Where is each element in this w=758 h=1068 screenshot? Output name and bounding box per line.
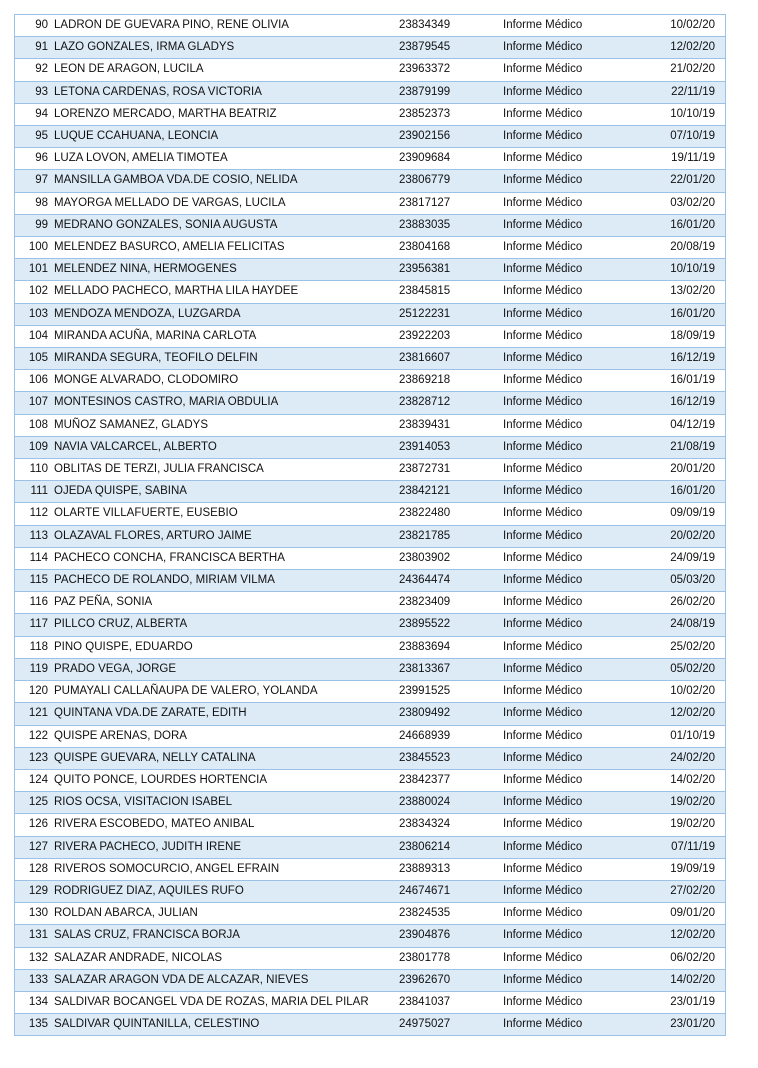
date-cell: 05/03/20 bbox=[639, 570, 726, 592]
date-cell: 12/02/20 bbox=[639, 703, 726, 725]
document-type-cell: Informe Médico bbox=[503, 836, 639, 858]
name-cell: MANSILLA GAMBOA VDA.DE COSIO, NELIDA bbox=[50, 170, 399, 192]
name-cell: RIVERA PACHECO, JUDITH IRENE bbox=[50, 836, 399, 858]
document-type-cell: Informe Médico bbox=[503, 481, 639, 503]
dni-cell: 23879199 bbox=[399, 81, 503, 103]
document-type-cell: Informe Médico bbox=[503, 570, 639, 592]
table-row bbox=[15, 348, 726, 370]
row-number-cell: 111 bbox=[15, 481, 51, 503]
dni-cell: 23880024 bbox=[399, 792, 503, 814]
name-cell: OJEDA QUISPE, SABINA bbox=[50, 481, 399, 503]
date-cell: 21/08/19 bbox=[639, 436, 726, 458]
table-row bbox=[15, 392, 726, 414]
date-cell: 24/09/19 bbox=[639, 547, 726, 569]
table-row bbox=[15, 703, 726, 725]
row-number-cell: 134 bbox=[15, 991, 51, 1013]
document-type-cell: Informe Médico bbox=[503, 170, 639, 192]
dni-cell: 23809492 bbox=[399, 703, 503, 725]
dni-cell: 23823409 bbox=[399, 592, 503, 614]
document-type-cell: Informe Médico bbox=[503, 814, 639, 836]
name-cell: MELLADO PACHECO, MARTHA LILA HAYDEE bbox=[50, 281, 399, 303]
row-number-cell: 119 bbox=[15, 658, 51, 680]
table-row bbox=[15, 725, 726, 747]
table-row bbox=[15, 436, 726, 458]
dni-cell: 23806214 bbox=[399, 836, 503, 858]
table-row bbox=[15, 503, 726, 525]
dni-cell: 23821785 bbox=[399, 525, 503, 547]
dni-cell: 24674671 bbox=[399, 880, 503, 902]
document-type-cell: Informe Médico bbox=[503, 614, 639, 636]
name-cell: LADRON DE GUEVARA PINO, RENE OLIVIA bbox=[50, 15, 399, 37]
dni-cell: 23895522 bbox=[399, 614, 503, 636]
row-number-cell: 104 bbox=[15, 325, 51, 347]
name-cell: MIRANDA ACUÑA, MARINA CARLOTA bbox=[50, 325, 399, 347]
name-cell: MIRANDA SEGURA, TEOFILO DELFIN bbox=[50, 348, 399, 370]
row-number-cell: 110 bbox=[15, 459, 51, 481]
document-type-cell: Informe Médico bbox=[503, 1014, 639, 1036]
dni-cell: 23963372 bbox=[399, 59, 503, 81]
row-number-cell: 125 bbox=[15, 792, 51, 814]
date-cell: 14/02/20 bbox=[639, 769, 726, 791]
name-cell: NAVIA VALCARCEL, ALBERTO bbox=[50, 436, 399, 458]
table-row bbox=[15, 1014, 726, 1036]
date-cell: 20/01/20 bbox=[639, 459, 726, 481]
row-number-cell: 124 bbox=[15, 769, 51, 791]
document-type-cell: Informe Médico bbox=[503, 947, 639, 969]
dni-cell: 23889313 bbox=[399, 858, 503, 880]
dni-cell: 23834324 bbox=[399, 814, 503, 836]
date-cell: 16/12/19 bbox=[639, 348, 726, 370]
row-number-cell: 121 bbox=[15, 703, 51, 725]
name-cell: LORENZO MERCADO, MARTHA BEATRIZ bbox=[50, 103, 399, 125]
date-cell: 20/02/20 bbox=[639, 525, 726, 547]
dni-cell: 23883694 bbox=[399, 636, 503, 658]
document-type-cell: Informe Médico bbox=[503, 858, 639, 880]
date-cell: 07/10/19 bbox=[639, 126, 726, 148]
row-number-cell: 118 bbox=[15, 636, 51, 658]
date-cell: 01/10/19 bbox=[639, 725, 726, 747]
records-table bbox=[14, 14, 726, 1036]
dni-cell: 23869218 bbox=[399, 370, 503, 392]
name-cell: OLARTE VILLAFUERTE, EUSEBIO bbox=[50, 503, 399, 525]
date-cell: 16/01/20 bbox=[639, 214, 726, 236]
name-cell: LUQUE CCAHUANA, LEONCIA bbox=[50, 126, 399, 148]
dni-cell: 23828712 bbox=[399, 392, 503, 414]
dni-cell: 23842121 bbox=[399, 481, 503, 503]
document-type-cell: Informe Médico bbox=[503, 436, 639, 458]
row-number-cell: 98 bbox=[15, 192, 51, 214]
name-cell: MENDOZA MENDOZA, LUZGARDA bbox=[50, 303, 399, 325]
dni-cell: 23804168 bbox=[399, 237, 503, 259]
table-row bbox=[15, 991, 726, 1013]
table-row bbox=[15, 880, 726, 902]
row-number-cell: 133 bbox=[15, 969, 51, 991]
row-number-cell: 122 bbox=[15, 725, 51, 747]
row-number-cell: 102 bbox=[15, 281, 51, 303]
date-cell: 13/02/20 bbox=[639, 281, 726, 303]
table-row bbox=[15, 192, 726, 214]
table-row bbox=[15, 59, 726, 81]
records-sheet bbox=[14, 14, 714, 1036]
dni-cell: 23991525 bbox=[399, 681, 503, 703]
row-number-cell: 97 bbox=[15, 170, 51, 192]
date-cell: 24/08/19 bbox=[639, 614, 726, 636]
dni-cell: 23841037 bbox=[399, 991, 503, 1013]
row-number-cell: 114 bbox=[15, 547, 51, 569]
row-number-cell: 99 bbox=[15, 214, 51, 236]
name-cell: QUISPE ARENAS, DORA bbox=[50, 725, 399, 747]
document-type-cell: Informe Médico bbox=[503, 525, 639, 547]
date-cell: 22/11/19 bbox=[639, 81, 726, 103]
date-cell: 07/11/19 bbox=[639, 836, 726, 858]
name-cell: RIVEROS SOMOCURCIO, ANGEL EFRAIN bbox=[50, 858, 399, 880]
table-row bbox=[15, 570, 726, 592]
dni-cell: 23852373 bbox=[399, 103, 503, 125]
date-cell: 21/02/20 bbox=[639, 59, 726, 81]
row-number-cell: 91 bbox=[15, 37, 51, 59]
document-type-cell: Informe Médico bbox=[503, 148, 639, 170]
date-cell: 03/02/20 bbox=[639, 192, 726, 214]
document-type-cell: Informe Médico bbox=[503, 414, 639, 436]
document-type-cell: Informe Médico bbox=[503, 703, 639, 725]
date-cell: 16/12/19 bbox=[639, 392, 726, 414]
date-cell: 04/12/19 bbox=[639, 414, 726, 436]
name-cell: LAZO GONZALES, IRMA GLADYS bbox=[50, 37, 399, 59]
document-type-cell: Informe Médico bbox=[503, 969, 639, 991]
name-cell: PACHECO DE ROLANDO, MIRIAM VILMA bbox=[50, 570, 399, 592]
dni-cell: 23883035 bbox=[399, 214, 503, 236]
dni-cell: 23822480 bbox=[399, 503, 503, 525]
table-row bbox=[15, 947, 726, 969]
table-row bbox=[15, 15, 726, 37]
dni-cell: 23909684 bbox=[399, 148, 503, 170]
name-cell: MELENDEZ NINA, HERMOGENES bbox=[50, 259, 399, 281]
row-number-cell: 123 bbox=[15, 747, 51, 769]
row-number-cell: 115 bbox=[15, 570, 51, 592]
table-row bbox=[15, 836, 726, 858]
dni-cell: 25122231 bbox=[399, 303, 503, 325]
date-cell: 10/02/20 bbox=[639, 681, 726, 703]
document-type-cell: Informe Médico bbox=[503, 348, 639, 370]
row-number-cell: 131 bbox=[15, 925, 51, 947]
row-number-cell: 128 bbox=[15, 858, 51, 880]
date-cell: 16/01/19 bbox=[639, 370, 726, 392]
name-cell: SALDIVAR BOCANGEL VDA DE ROZAS, MARIA DEL PILAR bbox=[50, 991, 399, 1013]
document-type-cell: Informe Médico bbox=[503, 503, 639, 525]
document-type-cell: Informe Médico bbox=[503, 370, 639, 392]
document-type-cell: Informe Médico bbox=[503, 126, 639, 148]
table-row bbox=[15, 592, 726, 614]
date-cell: 19/02/20 bbox=[639, 792, 726, 814]
row-number-cell: 132 bbox=[15, 947, 51, 969]
table-row bbox=[15, 636, 726, 658]
table-row bbox=[15, 903, 726, 925]
dni-cell: 23872731 bbox=[399, 459, 503, 481]
table-row bbox=[15, 858, 726, 880]
date-cell: 06/02/20 bbox=[639, 947, 726, 969]
table-row bbox=[15, 126, 726, 148]
row-number-cell: 96 bbox=[15, 148, 51, 170]
dni-cell: 23962670 bbox=[399, 969, 503, 991]
table-row bbox=[15, 814, 726, 836]
document-type-cell: Informe Médico bbox=[503, 792, 639, 814]
name-cell: SALAZAR ARAGON VDA DE ALCAZAR, NIEVES bbox=[50, 969, 399, 991]
row-number-cell: 130 bbox=[15, 903, 51, 925]
document-type-cell: Informe Médico bbox=[503, 325, 639, 347]
date-cell: 19/11/19 bbox=[639, 148, 726, 170]
row-number-cell: 101 bbox=[15, 259, 51, 281]
dni-cell: 23956381 bbox=[399, 259, 503, 281]
document-type-cell: Informe Médico bbox=[503, 636, 639, 658]
row-number-cell: 113 bbox=[15, 525, 51, 547]
dni-cell: 24364474 bbox=[399, 570, 503, 592]
name-cell: QUISPE GUEVARA, NELLY CATALINA bbox=[50, 747, 399, 769]
table-row bbox=[15, 37, 726, 59]
document-type-cell: Informe Médico bbox=[503, 658, 639, 680]
document-type-cell: Informe Médico bbox=[503, 37, 639, 59]
name-cell: RIOS OCSA, VISITACION ISABEL bbox=[50, 792, 399, 814]
dni-cell: 23824535 bbox=[399, 903, 503, 925]
dni-cell: 23902156 bbox=[399, 126, 503, 148]
dni-cell: 23817127 bbox=[399, 192, 503, 214]
name-cell: PUMAYALI CALLAÑAUPA DE VALERO, YOLANDA bbox=[50, 681, 399, 703]
row-number-cell: 126 bbox=[15, 814, 51, 836]
name-cell: MONGE ALVARADO, CLODOMIRO bbox=[50, 370, 399, 392]
table-row bbox=[15, 792, 726, 814]
date-cell: 14/02/20 bbox=[639, 969, 726, 991]
dni-cell: 23845815 bbox=[399, 281, 503, 303]
document-type-cell: Informe Médico bbox=[503, 547, 639, 569]
date-cell: 16/01/20 bbox=[639, 303, 726, 325]
table-row bbox=[15, 925, 726, 947]
table-row bbox=[15, 148, 726, 170]
table-row bbox=[15, 769, 726, 791]
row-number-cell: 106 bbox=[15, 370, 51, 392]
document-type-cell: Informe Médico bbox=[503, 903, 639, 925]
name-cell: QUINTANA VDA.DE ZARATE, EDITH bbox=[50, 703, 399, 725]
row-number-cell: 127 bbox=[15, 836, 51, 858]
table-row bbox=[15, 259, 726, 281]
name-cell: SALAS CRUZ, FRANCISCA BORJA bbox=[50, 925, 399, 947]
row-number-cell: 108 bbox=[15, 414, 51, 436]
document-type-cell: Informe Médico bbox=[503, 303, 639, 325]
document-type-cell: Informe Médico bbox=[503, 259, 639, 281]
table-row bbox=[15, 969, 726, 991]
table-row bbox=[15, 481, 726, 503]
table-row bbox=[15, 170, 726, 192]
date-cell: 25/02/20 bbox=[639, 636, 726, 658]
name-cell: MONTESINOS CASTRO, MARIA OBDULIA bbox=[50, 392, 399, 414]
row-number-cell: 94 bbox=[15, 103, 51, 125]
table-row bbox=[15, 459, 726, 481]
table-row bbox=[15, 414, 726, 436]
table-row bbox=[15, 214, 726, 236]
dni-cell: 23922203 bbox=[399, 325, 503, 347]
date-cell: 26/02/20 bbox=[639, 592, 726, 614]
row-number-cell: 92 bbox=[15, 59, 51, 81]
date-cell: 24/02/20 bbox=[639, 747, 726, 769]
document-type-cell: Informe Médico bbox=[503, 459, 639, 481]
table-row bbox=[15, 281, 726, 303]
name-cell: RODRIGUEZ DIAZ, AQUILES RUFO bbox=[50, 880, 399, 902]
table-row bbox=[15, 81, 726, 103]
document-type-cell: Informe Médico bbox=[503, 214, 639, 236]
name-cell: PINO QUISPE, EDUARDO bbox=[50, 636, 399, 658]
document-type-cell: Informe Médico bbox=[503, 237, 639, 259]
document-type-cell: Informe Médico bbox=[503, 103, 639, 125]
date-cell: 18/09/19 bbox=[639, 325, 726, 347]
name-cell: QUITO PONCE, LOURDES HORTENCIA bbox=[50, 769, 399, 791]
row-number-cell: 105 bbox=[15, 348, 51, 370]
date-cell: 19/02/20 bbox=[639, 814, 726, 836]
dni-cell: 23834349 bbox=[399, 15, 503, 37]
date-cell: 20/08/19 bbox=[639, 237, 726, 259]
dni-cell: 24668939 bbox=[399, 725, 503, 747]
dni-cell: 23904876 bbox=[399, 925, 503, 947]
name-cell: RIVERA ESCOBEDO, MATEO ANIBAL bbox=[50, 814, 399, 836]
name-cell: OLAZAVAL FLORES, ARTURO JAIME bbox=[50, 525, 399, 547]
date-cell: 10/10/19 bbox=[639, 259, 726, 281]
document-type-cell: Informe Médico bbox=[503, 769, 639, 791]
document-type-cell: Informe Médico bbox=[503, 725, 639, 747]
dni-cell: 23813367 bbox=[399, 658, 503, 680]
row-number-cell: 103 bbox=[15, 303, 51, 325]
name-cell: SALDIVAR QUINTANILLA, CELESTINO bbox=[50, 1014, 399, 1036]
name-cell: PRADO VEGA, JORGE bbox=[50, 658, 399, 680]
name-cell: PACHECO CONCHA, FRANCISCA BERTHA bbox=[50, 547, 399, 569]
name-cell: MELENDEZ BASURCO, AMELIA FELICITAS bbox=[50, 237, 399, 259]
date-cell: 10/10/19 bbox=[639, 103, 726, 125]
name-cell: MUÑOZ SAMANEZ, GLADYS bbox=[50, 414, 399, 436]
date-cell: 10/02/20 bbox=[639, 15, 726, 37]
row-number-cell: 95 bbox=[15, 126, 51, 148]
document-type-cell: Informe Médico bbox=[503, 281, 639, 303]
row-number-cell: 107 bbox=[15, 392, 51, 414]
document-type-cell: Informe Médico bbox=[503, 15, 639, 37]
date-cell: 19/09/19 bbox=[639, 858, 726, 880]
document-type-cell: Informe Médico bbox=[503, 747, 639, 769]
dni-cell: 23845523 bbox=[399, 747, 503, 769]
date-cell: 12/02/20 bbox=[639, 925, 726, 947]
table-row bbox=[15, 614, 726, 636]
dni-cell: 23801778 bbox=[399, 947, 503, 969]
row-number-cell: 93 bbox=[15, 81, 51, 103]
row-number-cell: 116 bbox=[15, 592, 51, 614]
table-row bbox=[15, 747, 726, 769]
dni-cell: 23879545 bbox=[399, 37, 503, 59]
name-cell: ROLDAN ABARCA, JULIAN bbox=[50, 903, 399, 925]
document-type-cell: Informe Médico bbox=[503, 991, 639, 1013]
document-type-cell: Informe Médico bbox=[503, 59, 639, 81]
row-number-cell: 100 bbox=[15, 237, 51, 259]
date-cell: 23/01/19 bbox=[639, 991, 726, 1013]
table-row bbox=[15, 325, 726, 347]
row-number-cell: 120 bbox=[15, 681, 51, 703]
name-cell: MAYORGA MELLADO DE VARGAS, LUCILA bbox=[50, 192, 399, 214]
name-cell: LEON DE ARAGON, LUCILA bbox=[50, 59, 399, 81]
dni-cell: 23803902 bbox=[399, 547, 503, 569]
table-row bbox=[15, 681, 726, 703]
date-cell: 09/09/19 bbox=[639, 503, 726, 525]
document-type-cell: Informe Médico bbox=[503, 192, 639, 214]
date-cell: 12/02/20 bbox=[639, 37, 726, 59]
dni-cell: 24975027 bbox=[399, 1014, 503, 1036]
table-row bbox=[15, 103, 726, 125]
table-row bbox=[15, 658, 726, 680]
document-type-cell: Informe Médico bbox=[503, 925, 639, 947]
name-cell: PAZ PEÑA, SONIA bbox=[50, 592, 399, 614]
document-type-cell: Informe Médico bbox=[503, 880, 639, 902]
dni-cell: 23816607 bbox=[399, 348, 503, 370]
row-number-cell: 112 bbox=[15, 503, 51, 525]
dni-cell: 23842377 bbox=[399, 769, 503, 791]
row-number-cell: 135 bbox=[15, 1014, 51, 1036]
date-cell: 09/01/20 bbox=[639, 903, 726, 925]
dni-cell: 23839431 bbox=[399, 414, 503, 436]
date-cell: 16/01/20 bbox=[639, 481, 726, 503]
name-cell: SALAZAR ANDRADE, NICOLAS bbox=[50, 947, 399, 969]
document-type-cell: Informe Médico bbox=[503, 592, 639, 614]
date-cell: 22/01/20 bbox=[639, 170, 726, 192]
table-row bbox=[15, 547, 726, 569]
dni-cell: 23806779 bbox=[399, 170, 503, 192]
row-number-cell: 90 bbox=[15, 15, 51, 37]
name-cell: MEDRANO GONZALES, SONIA AUGUSTA bbox=[50, 214, 399, 236]
table-row bbox=[15, 370, 726, 392]
dni-cell: 23914053 bbox=[399, 436, 503, 458]
records-table-body bbox=[15, 15, 726, 1036]
name-cell: LETONA CARDENAS, ROSA VICTORIA bbox=[50, 81, 399, 103]
date-cell: 23/01/20 bbox=[639, 1014, 726, 1036]
name-cell: PILLCO CRUZ, ALBERTA bbox=[50, 614, 399, 636]
name-cell: OBLITAS DE TERZI, JULIA FRANCISCA bbox=[50, 459, 399, 481]
date-cell: 27/02/20 bbox=[639, 880, 726, 902]
row-number-cell: 129 bbox=[15, 880, 51, 902]
document-type-cell: Informe Médico bbox=[503, 81, 639, 103]
document-type-cell: Informe Médico bbox=[503, 392, 639, 414]
row-number-cell: 117 bbox=[15, 614, 51, 636]
name-cell: LUZA LOVON, AMELIA TIMOTEA bbox=[50, 148, 399, 170]
date-cell: 05/02/20 bbox=[639, 658, 726, 680]
document-type-cell: Informe Médico bbox=[503, 681, 639, 703]
table-row bbox=[15, 303, 726, 325]
table-row bbox=[15, 237, 726, 259]
table-row bbox=[15, 525, 726, 547]
row-number-cell: 109 bbox=[15, 436, 51, 458]
